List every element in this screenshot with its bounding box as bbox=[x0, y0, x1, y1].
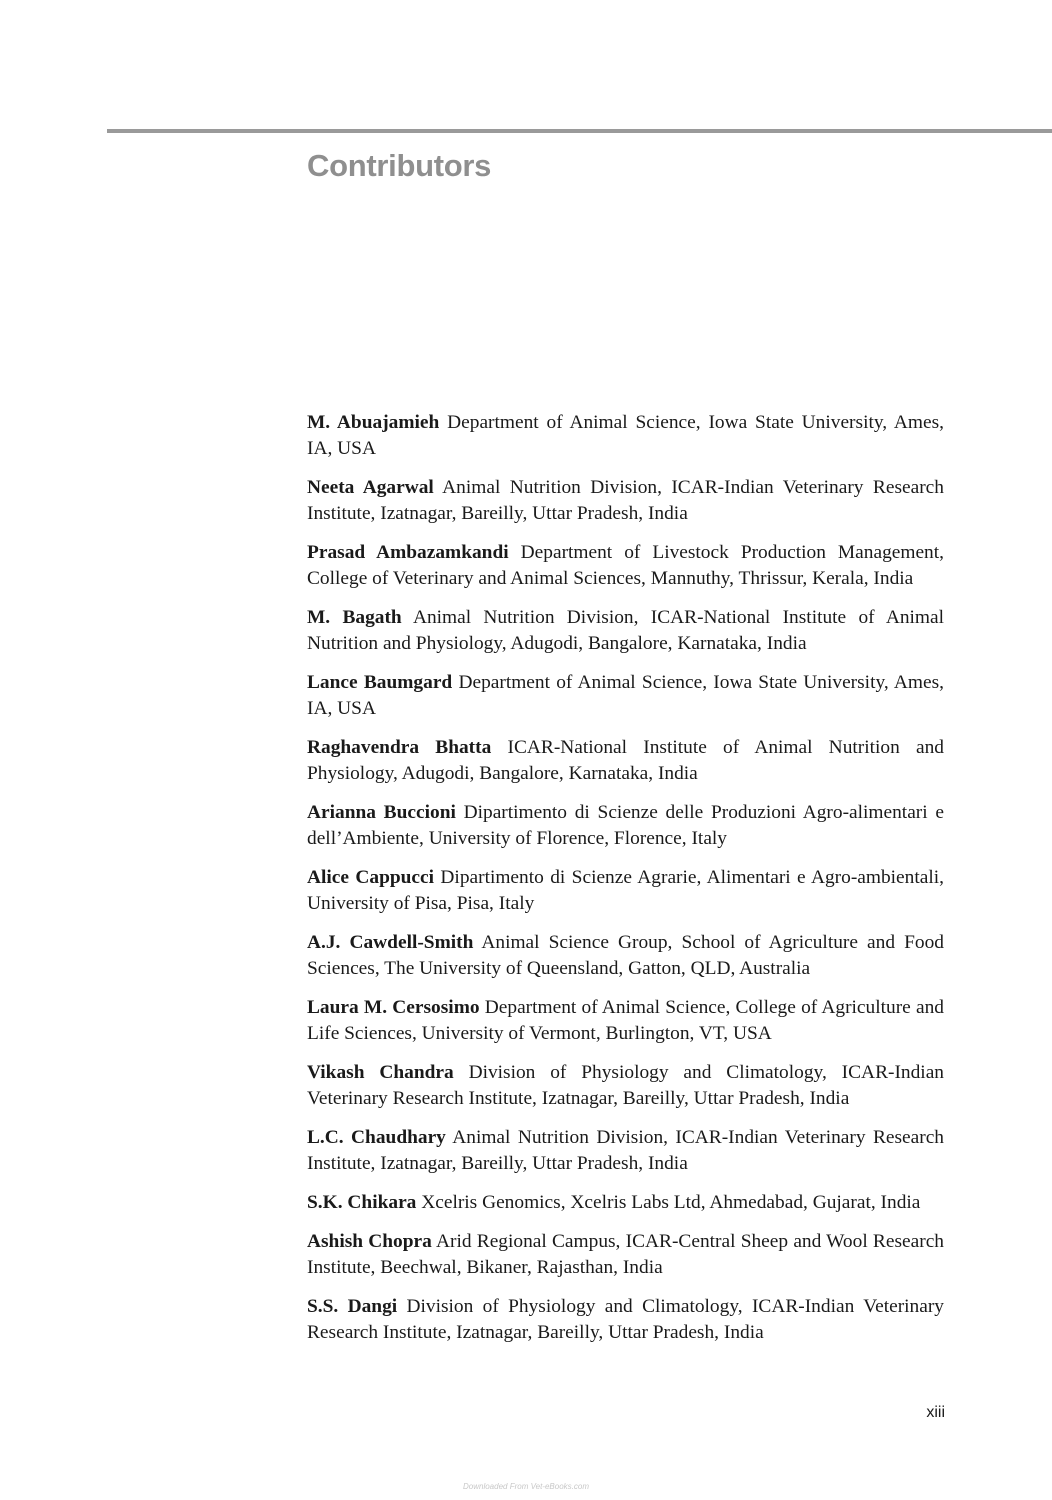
contributor-entry bbox=[307, 930, 944, 982]
contributor-name: Laura M. Cersosimo bbox=[307, 997, 480, 1018]
contributor-name: Neeta Agarwal bbox=[307, 477, 434, 498]
contributor-affiliation: Animal Nutrition Division, ICAR-Indian Veterinary Research Institute, Izatnagar, Bareilly, Uttar Pradesh, India bbox=[307, 1127, 945, 1174]
contributor-entry bbox=[307, 475, 944, 527]
contributor-name: Lance Baumgard bbox=[307, 672, 453, 693]
contributor-affiliation: Department of Animal Science, Iowa State University, Ames, IA, USA bbox=[307, 672, 944, 719]
contributor-name: M. Abuajamieh bbox=[307, 412, 440, 433]
contributor-entry bbox=[307, 410, 944, 462]
contributor-name: Raghavendra Bhatta bbox=[307, 737, 492, 758]
contributor-entry bbox=[307, 605, 944, 657]
contributor-name: S.S. Dangi bbox=[307, 1296, 398, 1317]
contributor-name: L.C. Chaudhary bbox=[307, 1127, 446, 1148]
contributor-affiliation: Division of Physiology and Climatology, ICAR-Indian Veterinary Research Institute, Izatnagar, Bareilly, Uttar Pradesh, India bbox=[307, 1062, 944, 1109]
page-heading: Contributors bbox=[307, 148, 492, 183]
contributor-affiliation: Dipartimento di Scienze Agrarie, Alimentari e Agro-ambientali, University of Pisa, Pisa, Italy bbox=[307, 867, 944, 914]
header-rule bbox=[107, 129, 1052, 133]
contributor-name: Arianna Buccioni bbox=[307, 802, 456, 823]
contributor-affiliation: Department of Livestock Production Management, College of Veterinary and Animal Sciences, Mannuthy, Thrissur, Kerala, India bbox=[307, 542, 944, 589]
contributor-name: M. Bagath bbox=[307, 607, 402, 628]
contributor-entry bbox=[307, 1060, 944, 1112]
contributor-affiliation: Animal Nutrition Division, ICAR-National Institute of Animal Nutrition and Physiology, Adugodi, Bangalore, Karnataka, India bbox=[307, 607, 944, 654]
contributor-affiliation: ICAR-National Institute of Animal Nutrition and Physiology, Adugodi, Bangalore, Karnataka, India bbox=[307, 737, 944, 784]
contributor-affiliation: Animal Science Group, School of Agriculture and Food Sciences, The University of Queensland, Gatton, QLD, Australia bbox=[307, 932, 944, 979]
contributor-entry bbox=[307, 1125, 944, 1177]
contributor-affiliation: Department of Animal Science, College of Agriculture and Life Sciences, University of Vermont, Burlington, VT, USA bbox=[307, 997, 944, 1044]
contributor-list bbox=[307, 410, 944, 1359]
contributor-name: Ashish Chopra bbox=[307, 1231, 432, 1252]
contributor-affiliation: Arid Regional Campus, ICAR-Central Sheep and Wool Research Institute, Beechwal, Bikaner, Rajasthan, India bbox=[307, 1231, 944, 1278]
contributor-entry bbox=[307, 1294, 944, 1346]
contributor-name: A.J. Cawdell-Smith bbox=[307, 932, 474, 953]
contributor-affiliation: Animal Nutrition Division, ICAR-Indian Veterinary Research Institute, Izatnagar, Bareilly, Uttar Pradesh, India bbox=[307, 477, 944, 524]
contributor-name: Prasad Ambazamkandi bbox=[307, 542, 509, 563]
contributor-entry bbox=[307, 1229, 944, 1281]
contributor-entry bbox=[307, 670, 944, 722]
contributor-affiliation: Department of Animal Science, Iowa State University, Ames, IA, USA bbox=[307, 412, 944, 459]
contributor-name: Alice Cappucci bbox=[307, 867, 435, 888]
download-watermark: Downloaded From Vet-eBooks.com bbox=[463, 1482, 589, 1491]
page-number: xiii bbox=[926, 1404, 945, 1421]
contributor-entry bbox=[307, 540, 944, 592]
contributor-affiliation: Division of Physiology and Climatology, ICAR-Indian Veterinary Research Institute, Izatnagar, Bareilly, Uttar Pradesh, India bbox=[307, 1296, 944, 1343]
contributor-entry bbox=[307, 735, 944, 787]
contributor-name: Vikash Chandra bbox=[307, 1062, 454, 1083]
contributor-name: S.K. Chikara bbox=[307, 1192, 417, 1213]
contributor-entry bbox=[307, 800, 944, 852]
contributor-affiliation: Dipartimento di Scienze delle Produzioni Agro-alimentari e dell’Ambiente, University of Florence, Florence, Italy bbox=[307, 802, 944, 849]
contributor-affiliation: Xcelris Genomics, Xcelris Labs Ltd, Ahmedabad, Gujarat, India bbox=[421, 1192, 921, 1213]
contributor-entry bbox=[307, 995, 944, 1047]
contributor-entry bbox=[307, 865, 944, 917]
contributor-entry bbox=[307, 1190, 944, 1216]
